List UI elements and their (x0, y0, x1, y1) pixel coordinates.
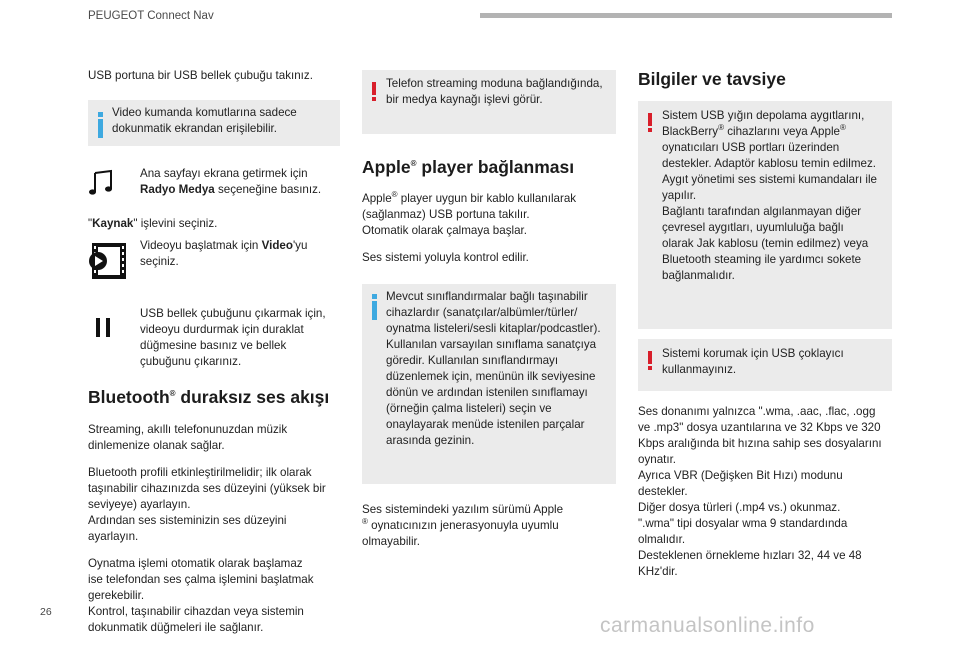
info-note-line: dokunmatik ekrandan erişilebilir. (112, 122, 277, 135)
music-line: Ana sayfayı ekrana getirmek için (140, 167, 308, 180)
info-note-line: Video kumanda komutlarına sadece (112, 106, 297, 119)
warning-line: oynatıcıları USB portları üzerinden (662, 141, 840, 154)
text-line: taşınabilir cihazınızda ses düzeyini (yüksek bir (88, 482, 326, 495)
apple-heading-rest: player bağlanması (416, 157, 575, 177)
text-line: KHz'dir. (638, 565, 678, 578)
bt-paragraph-1 (88, 422, 340, 454)
bt-paragraph-2 (88, 465, 340, 545)
header-divider-bar (480, 13, 892, 18)
intro-text: USB portuna bir USB bellek çubuğu takınız. (88, 69, 313, 82)
text-line: oynatır. (638, 453, 677, 466)
warning-icon (647, 351, 655, 371)
info-line: onaylayarak menüde istenilen parçalar (386, 418, 585, 431)
text-line: Otomatik olarak çalmaya başlar. (362, 224, 527, 237)
bt-heading-rest: duraksız ses akışı (175, 387, 330, 407)
info-line: dönün ve ardından istenilen sınıflamayı (386, 386, 588, 399)
text-span: Apple (362, 192, 392, 205)
kaynak-rest: " işlevini seçiniz. (133, 217, 218, 230)
video-label: Video (261, 239, 293, 252)
warning-line: Aygıt yönetimi ses sistemi kumandaları ile (662, 173, 877, 186)
text-line: (sağlanmaz) USB portuna takılır. (362, 208, 530, 221)
warning-line: Bluetooth steaming ile yardımcı sokete (662, 253, 862, 266)
info-line: düzenlemek için, menünün ilk seviyesine (386, 370, 596, 383)
warning-line: Sistemi korumak için USB çoklayıcı (662, 347, 844, 360)
info-line: göredir. Kullanılan sınıflandırmayı (386, 354, 559, 367)
bluetooth-heading (88, 386, 340, 408)
text-line: dokunmatik düğmeleri ile sağlanır. (88, 621, 264, 634)
text-line: ayarlayın. (88, 530, 139, 543)
pause-instruction (88, 306, 340, 372)
text-span: oynatıcınızın jenerasyonuyla uyumlu (367, 519, 559, 532)
video-line-2: seçiniz. (140, 255, 179, 268)
audio-format-paragraph (638, 404, 892, 580)
video-line-rest: 'yu (292, 239, 308, 252)
registered-mark: ® (362, 517, 368, 527)
text-span: BlackBerry (662, 125, 719, 138)
text-line: Desteklenen örnekleme hızları 32, 44 ve 48 (638, 549, 862, 562)
text-line: Ayrıca VBR (Değişken Bit Hızı) modunu (638, 469, 843, 482)
warning-icon (371, 82, 379, 102)
text-line: gerekebilir. (88, 589, 145, 602)
warning-line: Bağlantı tarafından algılanmayan diğer (662, 205, 862, 218)
apple-paragraph-2: Ses sistemi yoluyla kontrol edilir. (362, 251, 529, 264)
pause-line: çubuğunu çıkarınız. (140, 355, 242, 368)
warning-note-box (362, 70, 616, 134)
text-line (362, 191, 616, 207)
column-left (88, 68, 340, 647)
info-note-box (88, 100, 340, 146)
text-line: olmayabilir. (362, 535, 420, 548)
video-instruction (88, 238, 340, 298)
text-line: Kbps aralığında bit hızına sahip ses dosyalarını (638, 437, 882, 450)
info-note-box-2 (362, 284, 616, 484)
tips-heading: Bilgiler ve tavsiye (638, 69, 786, 89)
info-line: (örneğin çalma listeleri) seçin ve (386, 402, 552, 415)
warning-note-box-2 (638, 339, 892, 391)
bt-heading-text: Bluetooth (88, 387, 170, 407)
warning-line (662, 124, 892, 140)
registered-mark: ® (410, 159, 417, 169)
warning-line: Sistem USB yığın depolama aygıtlarını, (662, 109, 865, 122)
page-number: 26 (40, 606, 52, 618)
warning-line: yapılır. (662, 189, 697, 202)
music-note-icon (88, 169, 116, 197)
text-span: player uygun bir kablo kullanılarak (397, 192, 577, 205)
text-line: Ses donanımı yalnızca ".wma, .aac, .flac, .ogg (638, 405, 876, 418)
warning-line: destekler. Adaptör kablosu temin edilmez. (662, 157, 876, 170)
info-icon (371, 294, 379, 320)
text-line: Diğer dosya türleri (.mp4 vs.) okunmaz. (638, 501, 841, 514)
pause-line: videoyu durdurmak için duraklat (140, 323, 304, 336)
warning-line: Telefon streaming moduna bağlandığında, (386, 77, 603, 90)
music-line-rest: seçeneğine basınız. (214, 183, 322, 196)
video-line (140, 238, 340, 254)
text-line: dinlemenize olanak sağlar. (88, 439, 225, 452)
text-line: ise telefondan ses çalma işlemini başlatmak (88, 573, 314, 586)
text-line: Oynatma işlemi otomatik olarak başlamaz (88, 557, 303, 570)
text-line: Ardından ses sisteminizin ses düzeyini (88, 514, 287, 527)
info-line: Mevcut sınıflandırmalar bağlı taşınabilir (386, 290, 588, 303)
info-line: oynatma listeleri/sesli kitaplar/podcastler). (386, 322, 601, 335)
text-line: Streaming, akıllı telefonunuzdan müzik (88, 423, 288, 436)
kaynak-instruction (88, 216, 340, 232)
apple-heading-text: Apple (362, 157, 411, 177)
quote: " (88, 217, 93, 230)
radio-media-label: Radyo Medya (140, 183, 215, 196)
registered-mark: ® (839, 123, 846, 133)
music-instruction (88, 162, 340, 210)
column-right (638, 68, 892, 591)
text-line: Kontrol, taşınabilir cihazdan veya sistemin (88, 605, 304, 618)
video-line-start: Videoyu başlatmak için (140, 239, 262, 252)
text-line: Ses sistemindeki yazılım sürümü Apple (362, 503, 564, 516)
apple-heading (362, 156, 616, 178)
pause-line: düğmesine basınız ve bellek (140, 339, 287, 352)
text-line: seviyeye) ayarlayın. (88, 498, 191, 511)
text-line: olmalıdır. (638, 533, 686, 546)
registered-mark: ® (169, 389, 176, 399)
info-line: Kullanılan varsayılan sınıflama sanatçıya (386, 338, 597, 351)
video-film-icon (88, 240, 128, 282)
bt-paragraph-3 (88, 556, 340, 636)
warning-line: olarak Jak kablosu (temin edilmez) veya (662, 237, 869, 250)
info-line: cihazlardır (sanatçılar/albümler/türler/ (386, 306, 578, 319)
music-line-2 (140, 182, 340, 198)
info-icon (97, 112, 105, 138)
text-line: destekler. (638, 485, 688, 498)
page-header-title: PEUGEOT Connect Nav (88, 10, 214, 22)
warning-line: bir medya kaynağı işlevi görür. (386, 93, 543, 106)
text-line: Bluetooth profili etkinleştirilmelidir; ilk olarak (88, 466, 312, 479)
warning-line: kullanmayınız. (662, 363, 737, 376)
apple-paragraph-1 (362, 191, 616, 239)
warning-icon (647, 113, 655, 133)
text-line (362, 518, 616, 534)
apple-paragraph-3 (362, 502, 616, 550)
column-middle (362, 70, 616, 561)
warning-line: çevresel aygıtları, uyumluluğa bağlı (662, 221, 844, 234)
watermark: carmanualsonline.info (600, 614, 815, 637)
text-line: ".wma" tipi dosyalar wma 9 standardında (638, 517, 848, 530)
warning-line: bağlanmalıdır. (662, 269, 735, 282)
info-line: arasında gezinin. (386, 434, 475, 447)
warning-note-box-1 (638, 101, 892, 329)
text-line: ve .mp3" dosya uzantılarına ve 32 Kbps ve 320 (638, 421, 881, 434)
pause-line: USB bellek çubuğunu çıkarmak için, (140, 307, 326, 320)
text-span: cihazlarını veya Apple (723, 125, 840, 138)
pause-icon (94, 317, 114, 339)
registered-mark: ® (718, 123, 724, 133)
kaynak-label: Kaynak (92, 217, 134, 230)
registered-mark: ® (391, 190, 398, 200)
